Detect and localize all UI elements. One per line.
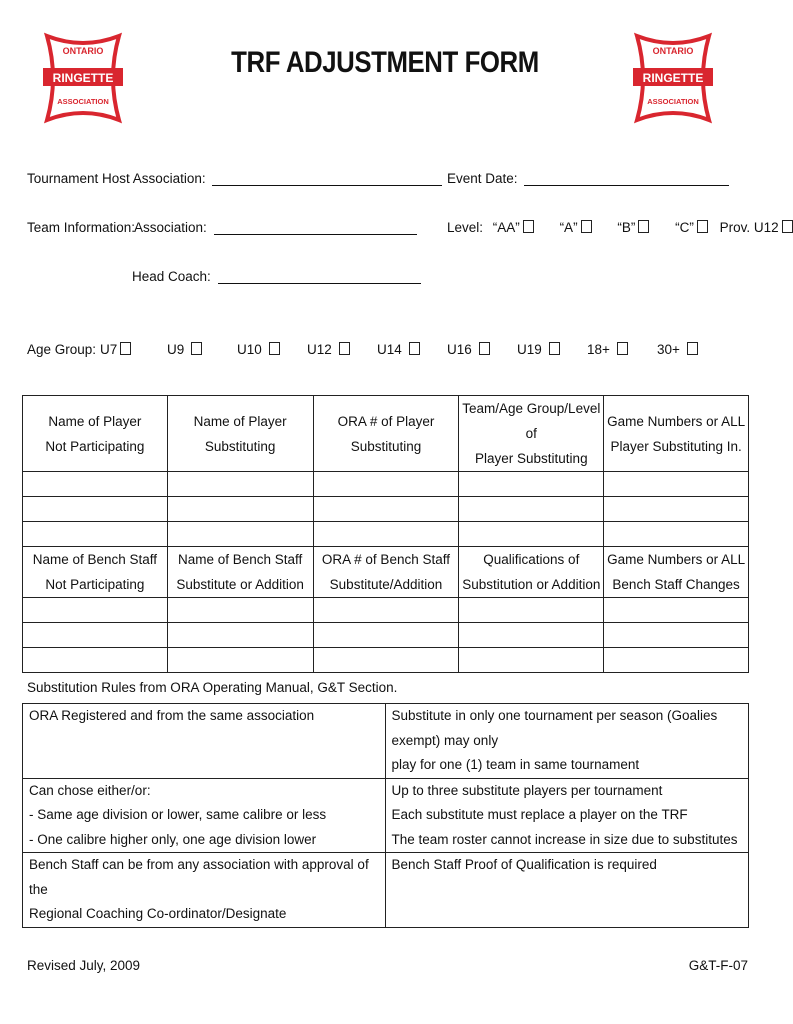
- level-label: Level:: [447, 220, 484, 235]
- table-cell[interactable]: [604, 497, 749, 522]
- table-cell[interactable]: [459, 598, 604, 623]
- table-cell[interactable]: [23, 598, 168, 623]
- association-field[interactable]: [214, 220, 417, 235]
- level-option-a[interactable]: “A”: [560, 220, 592, 235]
- checkbox[interactable]: [782, 220, 793, 233]
- checkbox[interactable]: [269, 342, 280, 355]
- table-cell[interactable]: [23, 472, 168, 497]
- table-cell[interactable]: [604, 598, 749, 623]
- table-cell[interactable]: [459, 623, 604, 648]
- rules-row: [23, 704, 749, 779]
- checkbox[interactable]: [191, 342, 202, 355]
- rules-row: [23, 778, 749, 853]
- level-option-aa[interactable]: “AA”: [493, 220, 534, 235]
- age-option-30plus[interactable]: 30+: [657, 342, 698, 357]
- rules-cell-right: Bench Staff Proof of Qualification is required: [385, 853, 748, 928]
- players-header-row: [23, 396, 749, 472]
- table-row: [23, 598, 749, 623]
- table-header: Game Numbers or ALL Player Substituting In.: [604, 396, 749, 472]
- table-cell[interactable]: [313, 648, 459, 673]
- logo-bottom-text: ASSOCIATION: [57, 97, 109, 106]
- rules-table: [22, 703, 749, 928]
- head-coach-label: Head Coach:: [132, 269, 211, 284]
- table-header: Name of Bench Staff Not Participating: [23, 547, 168, 598]
- head-coach-field[interactable]: [218, 269, 421, 284]
- association-row: [134, 220, 417, 235]
- table-header: ORA # of Player Substituting: [313, 396, 459, 472]
- table-header: Team/Age Group/Level of Player Substituting: [459, 396, 604, 472]
- event-date-field[interactable]: [524, 171, 729, 186]
- checkbox[interactable]: [581, 220, 592, 233]
- event-date-row: [447, 171, 729, 186]
- logo-main-text: RINGETTE: [52, 71, 114, 85]
- age-option-18plus[interactable]: 18+: [587, 342, 628, 357]
- age-option-u12[interactable]: U12: [307, 342, 350, 357]
- table-cell[interactable]: [459, 472, 604, 497]
- page-title: TRF ADJUSTMENT FORM: [231, 46, 539, 79]
- checkbox[interactable]: [120, 342, 131, 355]
- checkbox[interactable]: [549, 342, 560, 355]
- table-cell[interactable]: [459, 522, 604, 547]
- table-cell[interactable]: [167, 648, 313, 673]
- association-label: Association:: [134, 220, 207, 235]
- host-association-label: Tournament Host Association:: [27, 171, 206, 186]
- table-cell[interactable]: [604, 623, 749, 648]
- age-option-u16[interactable]: U16: [447, 342, 490, 357]
- team-information-label: Team Information:: [27, 220, 136, 235]
- rules-row: [23, 853, 749, 928]
- rules-cell-left: ORA Registered and from the same association: [23, 704, 386, 779]
- table-cell[interactable]: [313, 598, 459, 623]
- rules-cell-right: Up to three substitute players per tournament Each substitute must replace a player on the TRF The team roster cannot increase in size due to substitutes: [385, 778, 748, 853]
- table-row: [23, 648, 749, 673]
- table-cell[interactable]: [459, 497, 604, 522]
- table-header: Qualifications of Substitution or Addition: [459, 547, 604, 598]
- table-cell[interactable]: [604, 472, 749, 497]
- table-header: Name of Player Not Participating: [23, 396, 168, 472]
- table-cell[interactable]: [604, 648, 749, 673]
- checkbox[interactable]: [638, 220, 649, 233]
- table-row: [23, 623, 749, 648]
- staff-header-row: [23, 547, 749, 598]
- table-header: ORA # of Bench Staff Substitute/Addition: [313, 547, 459, 598]
- table-row: [23, 497, 749, 522]
- table-cell[interactable]: [313, 497, 459, 522]
- age-option-u14[interactable]: U14: [377, 342, 420, 357]
- table-cell[interactable]: [604, 522, 749, 547]
- logo-top-text: ONTARIO: [652, 46, 694, 56]
- rules-heading: Substitution Rules from ORA Operating Manual, G&T Section.: [27, 680, 398, 695]
- rules-cell-right: Substitute in only one tournament per season (Goalies exempt) may only play for one (1) team in same tournament: [385, 704, 748, 779]
- age-option-u7[interactable]: U7: [100, 342, 131, 357]
- table-cell[interactable]: [459, 648, 604, 673]
- checkbox[interactable]: [697, 220, 708, 233]
- checkbox[interactable]: [479, 342, 490, 355]
- table-cell[interactable]: [313, 623, 459, 648]
- table-cell[interactable]: [23, 497, 168, 522]
- checkbox[interactable]: [523, 220, 534, 233]
- host-association-field[interactable]: [212, 171, 442, 186]
- level-option-b[interactable]: “B”: [617, 220, 649, 235]
- age-group-label: Age Group:: [27, 342, 97, 357]
- age-option-u19[interactable]: U19: [517, 342, 560, 357]
- revised-date: Revised July, 2009: [27, 958, 141, 973]
- table-cell[interactable]: [167, 497, 313, 522]
- level-row: [447, 220, 793, 235]
- table-cell[interactable]: [167, 598, 313, 623]
- table-header: Game Numbers or ALL Bench Staff Changes: [604, 547, 749, 598]
- checkbox[interactable]: [617, 342, 628, 355]
- level-option-prov-u12[interactable]: Prov. U12: [720, 220, 793, 235]
- table-cell[interactable]: [167, 623, 313, 648]
- level-option-c[interactable]: “C”: [675, 220, 708, 235]
- table-row: [23, 522, 749, 547]
- players-table: [22, 395, 749, 673]
- head-coach-row: [132, 269, 421, 284]
- table-header: Name of Player Substituting: [167, 396, 313, 472]
- event-date-label: Event Date:: [447, 171, 518, 186]
- age-option-u10[interactable]: U10: [237, 342, 280, 357]
- table-cell[interactable]: [23, 522, 168, 547]
- host-association-row: [27, 171, 442, 186]
- checkbox[interactable]: [409, 342, 420, 355]
- table-cell[interactable]: [167, 522, 313, 547]
- logo-top-text: ONTARIO: [62, 46, 104, 56]
- table-header: Name of Bench Staff Substitute or Addition: [167, 547, 313, 598]
- table-cell[interactable]: [313, 522, 459, 547]
- checkbox[interactable]: [339, 342, 350, 355]
- table-cell[interactable]: [167, 472, 313, 497]
- table-cell[interactable]: [23, 623, 168, 648]
- form-code: G&T-F-07: [688, 958, 748, 973]
- rules-cell-left: Bench Staff can be from any association with approval of the Regional Coaching Co-ordinator/Designate: [23, 853, 386, 928]
- logo-bottom-text: ASSOCIATION: [647, 97, 699, 106]
- table-cell[interactable]: [23, 648, 168, 673]
- age-option-u9[interactable]: U9: [167, 342, 202, 357]
- rules-cell-left: Can chose either/or: - Same age division or lower, same calibre or less - One calibre higher only, one age division lower: [23, 778, 386, 853]
- logo-main-text: RINGETTE: [642, 71, 704, 85]
- checkbox[interactable]: [687, 342, 698, 355]
- table-row: [23, 472, 749, 497]
- table-cell[interactable]: [313, 472, 459, 497]
